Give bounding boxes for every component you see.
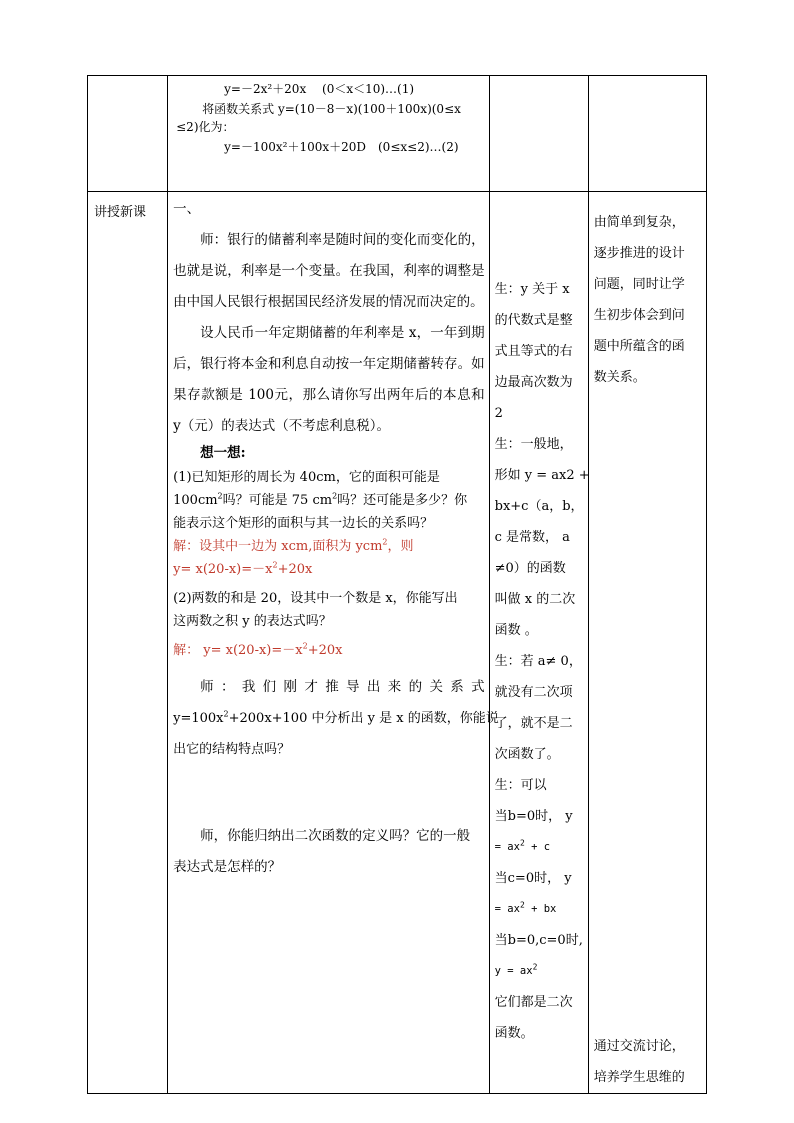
design-intent-1 bbox=[594, 207, 703, 393]
design-intent-line: 题中所蕴含的函 bbox=[593, 339, 685, 354]
student-response-line: ≠0）的函数 bbox=[494, 561, 566, 576]
student-conclusion-line-1: 它们都是二次 bbox=[494, 995, 573, 1010]
question-1-line-1: (1)已知矩形的周长为 40cm，它的面积可能是 bbox=[173, 470, 440, 485]
student-response-line: 的代数式是整 bbox=[494, 313, 573, 328]
convert-sentence-line-2: ≤2)化为： bbox=[176, 120, 235, 134]
case-c-zero-line-2: = $ax^2$ + bx bbox=[494, 900, 557, 915]
stage-label-cell bbox=[88, 192, 168, 1094]
student-response-line: 了，就不是二 bbox=[494, 716, 573, 731]
teacher-paragraph-1: 师：银行的储蓄利率是随时间的变化而变化的，也就是说，利率是一个变量。在我国，利率的调整是由中国人民银行根据国民经济发展的情况而决定的。 bbox=[173, 232, 485, 310]
design-intent-cell bbox=[588, 192, 706, 1094]
question-2-line-2: 这两数之积 y 的表达式吗？ bbox=[173, 614, 332, 629]
student-response-line: 生：若 a≠ 0， bbox=[494, 654, 582, 669]
student-response-line: 2 bbox=[494, 406, 503, 421]
design-intent-line: 生初步体会到问 bbox=[593, 308, 685, 323]
stage-label: 讲授新课 bbox=[94, 205, 147, 220]
question-1-line-3: 能表示这个矩形的面积与其一边长的关系吗？ bbox=[173, 516, 434, 531]
student-response-line: 生：一般地， bbox=[494, 437, 573, 452]
question-2-line-1: (2)两数的和是 20，设其中一个数是 x，你能写出 bbox=[173, 591, 458, 606]
teacher-question-2-line-2: 表达式是怎样的？ bbox=[173, 859, 282, 875]
formula-1: y=－2x²＋20x (0＜x＜10)…(1) bbox=[224, 82, 415, 96]
design-intent-line: 数关系。 bbox=[593, 370, 646, 385]
design-intent-line: 由简单到复杂， bbox=[593, 215, 685, 230]
student-conclusion-line-2: 函数。 bbox=[494, 1026, 534, 1041]
teacher-question-1-line-2: $y=100x^2+200x+100$ 中分析出 y 是 x 的函数，你能说 bbox=[173, 709, 499, 726]
answer-2: 解： $y= x(20-x)=-x^2+20x$ bbox=[173, 641, 343, 658]
lesson-plan-table bbox=[87, 75, 707, 1094]
student-response-line: 叫做 x 的二次 bbox=[494, 592, 576, 607]
section-mark: 一、 bbox=[173, 201, 201, 217]
cell-empty bbox=[588, 76, 706, 192]
student-response-line: c 是常数， a bbox=[494, 530, 570, 545]
case-c-zero-line-1: 当c=0时， y bbox=[494, 871, 572, 886]
think-title: 想一想: bbox=[200, 445, 246, 461]
design-intent-line: 培养学生思维的 bbox=[593, 1070, 685, 1085]
case-bc-zero-line-1: 当b=0,c=0时, bbox=[494, 933, 583, 948]
student-response-line: 形如 y = ax2 + bbox=[494, 468, 590, 483]
cell-empty bbox=[88, 76, 168, 192]
teacher-question-1-line-1: 师：我们刚才推导出来的关系式 bbox=[200, 679, 485, 695]
student-response-line: 次函数了。 bbox=[494, 747, 560, 762]
student-response-line: bx+c（a，b， bbox=[494, 499, 584, 514]
table-row bbox=[88, 192, 707, 1094]
student-activity-cell bbox=[489, 192, 588, 1094]
teacher-content-cell bbox=[168, 192, 499, 1094]
student-response-line: 函数 。 bbox=[494, 623, 538, 638]
student-response-line: 生：y 关于 x bbox=[494, 282, 570, 297]
table-row bbox=[88, 76, 707, 192]
design-intent-line: 通过交流讨论， bbox=[593, 1039, 685, 1054]
teacher-question-2-line-1: 师，你能归纳出二次函数的定义吗？它的一般 bbox=[200, 828, 471, 844]
answer-1-line-2: $y= x(20-x)=-x^2+20x$ bbox=[173, 560, 313, 577]
teacher-question-1-line-3: 出它的结构特点吗？ bbox=[173, 742, 291, 757]
question-1-line-2: $100cm^2$吗？可能是 75 $cm^2$吗？还可能是多少？你 bbox=[173, 491, 468, 508]
student-response-line: 式且等式的右 bbox=[494, 344, 573, 359]
design-intent-line: 逐步推进的设计 bbox=[593, 246, 685, 261]
cell-derivation bbox=[168, 76, 490, 192]
design-intent-line: 问题，同时让学 bbox=[593, 277, 685, 292]
student-response-line: 就没有二次项 bbox=[494, 685, 573, 700]
answer-1-line-1: 解：设其中一边为 xcm,面积为 ycm$^2$，则 bbox=[173, 537, 414, 554]
student-response-list bbox=[494, 274, 590, 801]
formula-2: y=－100x²＋100x＋20D (0≤x≤2)…(2) bbox=[224, 140, 459, 154]
case-b-zero-line-1: 当b=0时， y bbox=[494, 809, 573, 824]
cell-empty bbox=[489, 76, 588, 192]
teacher-paragraph-2: 设人民币一年定期储蓄的年利率是 x，一年到期后，银行将本金和利息自动按一年定期储蓄转存。如果存款额是 100元，那么请你写出两年后的本息和 y（元）的表达式（不考虑利息税）。 bbox=[173, 325, 485, 434]
case-bc-zero-line-2: $y = ax^2$ bbox=[494, 962, 538, 977]
case-b-zero-line-2: = $ax^2 + c$ bbox=[494, 838, 551, 853]
student-response-line: 生：可以 bbox=[494, 778, 547, 793]
design-intent-2 bbox=[594, 1031, 703, 1093]
student-response-line: 边最高次数为 bbox=[494, 375, 573, 390]
convert-sentence-line-1: 将函数关系式 y=(10－8－x)(100＋100x)(0≤x bbox=[202, 102, 461, 116]
